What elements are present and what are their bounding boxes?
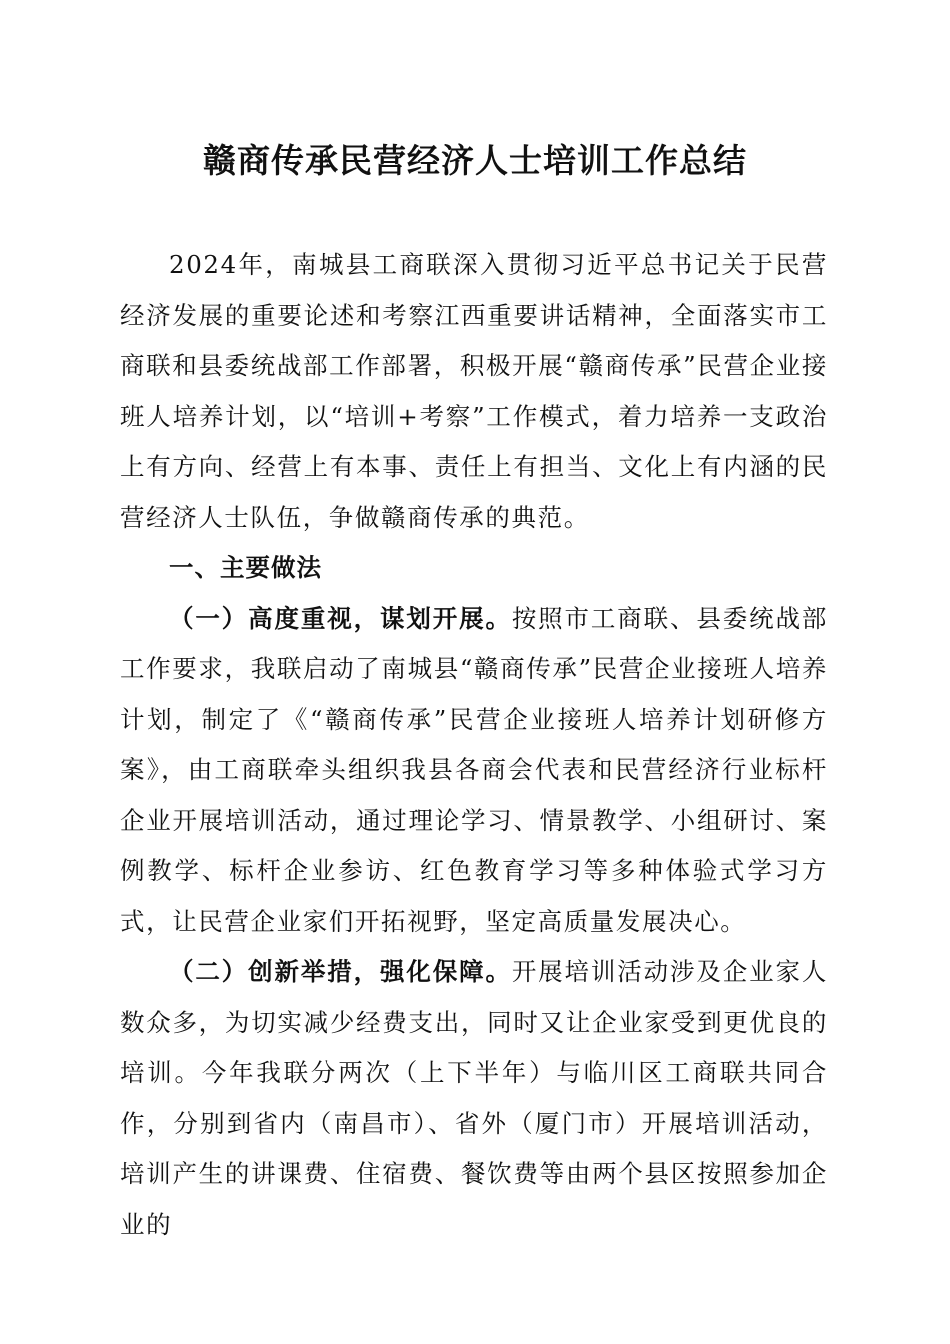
item2-paragraph xyxy=(120,947,828,1250)
item1-lead: （一）高度重视，谋划开展。 xyxy=(169,603,512,633)
document-title: 赣商传承民营经济人士培训工作总结 xyxy=(203,141,747,180)
document-body xyxy=(120,240,828,1250)
item1-paragraph xyxy=(120,594,828,948)
section-heading-main-practices: 一、主要做法 xyxy=(169,553,322,582)
item1-text: 按照市工商联、县委统战部工作要求，我联启动了南城县“赣商传承”民营企业接班人培养计划，制定了《“赣商传承”民营企业接班人培养计划研修方案》，由工商联牵头组织我县各商会代表和民营经济行业标杆企业开展培训活动，通过理论学习、情景教学、小组研讨、案例教学、标杆企业参访、红色教育学习等多种体验式学习方式，让民营企业家们开拓视野，坚定高质量发展决心。 xyxy=(120,603,828,936)
item2-lead: （二）创新举措，强化保障。 xyxy=(169,957,512,986)
item2-text: 开展培训活动涉及企业家人数众多，为切实减少经费支出，同时又让企业家受到更优良的培训。今年我联分两次（上下半年）与临川区工商联共同合作，分别到省内（南昌市）、省外（厦门市）开展培训活动，培训产生的讲课费、住宿费、餐饮费等由两个县区按照参加企业的 xyxy=(120,957,828,1239)
intro-paragraph: 2024年，南城县工商联深入贯彻习近平总书记关于民营经济发展的重要论述和考察江西重要讲话精神，全面落实市工商联和县委统战部工作部署，积极开展“赣商传承”民营企业接班人培养计划，以“培训+考察”工作模式，着力培养一支政治上有方向、经营上有本事、责任上有担当、文化上有内涵的民营经济人士队伍，争做赣商传承的典范。 xyxy=(120,250,828,532)
